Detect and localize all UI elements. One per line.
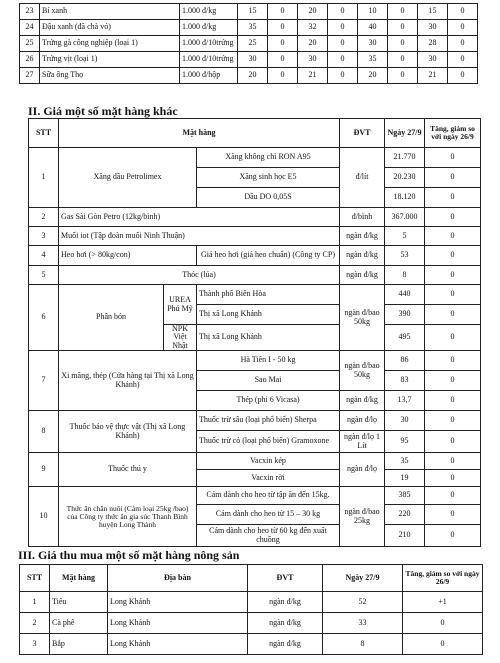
stt-cell: 24: [20, 20, 40, 36]
value-cell: 20: [298, 4, 328, 20]
unit-cell: ngàn đ/kg: [248, 634, 323, 655]
stt-cell: 25: [20, 36, 40, 52]
stt-cell: 8: [29, 411, 59, 453]
change-cell: 0: [425, 525, 481, 547]
change-cell: 0: [425, 285, 481, 305]
col-date: Ngày 27/9: [323, 565, 403, 592]
section-3-heading: III. Giá thu mua một số mặt hàng nông sản: [18, 548, 240, 562]
change-cell: 0: [425, 148, 481, 168]
change-cell: 0: [425, 453, 481, 470]
item-cell: Xăng sinh học E5: [197, 168, 340, 188]
unit-cell: ngàn đ/lọ: [340, 411, 385, 431]
item-cell: Thành phố Biên Hòa: [197, 285, 340, 305]
value-cell: 21: [298, 68, 328, 84]
item-cell: Đậu xanh (đã chà vỏ): [40, 20, 180, 36]
unit-cell: ngàn đ/bao 50kg: [340, 285, 385, 351]
value-cell: 15: [418, 4, 448, 20]
value-cell: 30: [418, 52, 448, 68]
change-cell: 0: [403, 634, 483, 655]
item-cell: Gas Sài Gòn Petro (12kg/bình): [59, 208, 340, 227]
unit-cell: ngàn đ/bao 50kg: [340, 351, 385, 391]
value-cell: 20: [238, 68, 268, 84]
value-cell: 0: [328, 4, 358, 20]
unit-cell: ngàn đ/lọ: [340, 453, 385, 487]
stt-cell: 26: [20, 52, 40, 68]
value-cell: 35: [358, 52, 388, 68]
item-cell: Cám dành cho heo từ 15 – 30 kg: [197, 505, 340, 525]
price-cell: 30: [385, 411, 425, 431]
item-cell: Cà phê: [50, 613, 108, 634]
price-cell: 20.230: [385, 168, 425, 188]
unit-cell: 1.000 đ/10trứng: [180, 52, 238, 68]
price-cell: 440: [385, 285, 425, 305]
stt-cell: 2: [20, 613, 50, 634]
table-row: [20, 592, 483, 613]
stt-cell: 7: [29, 351, 59, 411]
value-cell: 10: [358, 4, 388, 20]
value-cell: 30: [298, 52, 328, 68]
price-cell: 385: [385, 487, 425, 505]
stt-cell: 1: [20, 592, 50, 613]
change-cell: 0: [425, 411, 481, 431]
item-cell: Vacxin kép: [197, 453, 340, 470]
change-cell: 0: [425, 505, 481, 525]
price-cell: 495: [385, 325, 425, 351]
item-cell: Sao Mai: [197, 371, 340, 391]
item-cell: Sữa ông Thọ: [40, 68, 180, 84]
item-group-cell: Xăng dầu Petrolimex: [59, 148, 197, 208]
price-cell: 86: [385, 351, 425, 371]
item-group-cell: Phân bón: [59, 285, 164, 351]
col-stt: STT: [29, 119, 59, 148]
stt-cell: 9: [29, 453, 59, 487]
price-cell: 8: [385, 266, 425, 285]
item-cell: Thị xã Long Khánh: [197, 305, 340, 325]
item-cell: Trứng gà công nghiệp (loại 1): [40, 36, 180, 52]
value-cell: 20: [298, 36, 328, 52]
price-cell: 220: [385, 505, 425, 525]
change-cell: 0: [425, 305, 481, 325]
value-cell: 0: [268, 52, 298, 68]
item-cell: Bí xanh: [40, 4, 180, 20]
price-cell: 13,7: [385, 391, 425, 411]
unit-cell: 1.000 đ/kg: [180, 20, 238, 36]
value-cell: 0: [448, 68, 478, 84]
price-cell: 33: [323, 613, 403, 634]
value-cell: 0: [388, 52, 418, 68]
item-cell: Cám dành cho heo từ tập ăn đến 15kg.: [197, 487, 340, 505]
stt-cell: 1: [29, 148, 59, 208]
price-cell: 19: [385, 470, 425, 487]
price-cell: 35: [385, 453, 425, 470]
price-cell: 18.120: [385, 188, 425, 208]
section-2-heading: II. Giá một số mặt hàng khác: [28, 104, 178, 118]
value-cell: 0: [448, 20, 478, 36]
value-cell: 40: [358, 20, 388, 36]
table-row: [29, 227, 481, 246]
value-cell: 0: [268, 36, 298, 52]
change-cell: 0: [425, 208, 481, 227]
change-cell: 0: [425, 246, 481, 266]
price-cell: 83: [385, 371, 425, 391]
value-cell: 0: [388, 68, 418, 84]
col-date: Ngày 27/9: [385, 119, 425, 148]
item-cell: Tiêu: [50, 592, 108, 613]
item-cell: Hà Tiên I - 50 kg: [197, 351, 340, 371]
stt-cell: 10: [29, 487, 59, 547]
value-cell: 0: [448, 36, 478, 52]
change-cell: 0: [425, 487, 481, 505]
price-cell: 390: [385, 305, 425, 325]
area-cell: Long Khánh: [108, 613, 248, 634]
price-cell: 8: [323, 634, 403, 655]
value-cell: 0: [268, 20, 298, 36]
unit-cell: ngàn đ/kg: [340, 266, 385, 285]
change-cell: 0: [425, 188, 481, 208]
unit-cell: đ/lít: [340, 148, 385, 208]
value-cell: 0: [388, 36, 418, 52]
value-cell: 0: [328, 20, 358, 36]
price-cell: 21.770: [385, 148, 425, 168]
value-cell: 0: [328, 52, 358, 68]
table-row: [20, 613, 483, 634]
commodity-price-table-continued: [19, 3, 478, 84]
table-row: [29, 285, 481, 305]
value-cell: 0: [328, 36, 358, 52]
item-cell: Thuốc trừ sâu (loại phổ biến) Sherpa: [197, 411, 340, 431]
item-group-cell: Xi măng, thép (Cửa hàng tại Thị xã Long Khánh): [59, 351, 197, 411]
item-cell: Muối iot (Tập đoàn muối Ninh Thuận): [59, 227, 340, 246]
col-change: Tăng, giảm so với ngày 26/9: [425, 119, 481, 148]
value-cell: 0: [448, 4, 478, 20]
table-header-row: [20, 565, 483, 592]
value-cell: 0: [328, 68, 358, 84]
item-cell: Thuốc trừ cỏ (loại phổ biến) Gramoxone: [197, 431, 340, 453]
change-cell: 0: [425, 391, 481, 411]
value-cell: 35: [238, 20, 268, 36]
col-area: Địa bàn: [108, 565, 248, 592]
unit-cell: ngàn đ/kg: [248, 613, 323, 634]
value-cell: 30: [238, 52, 268, 68]
change-cell: 0: [425, 266, 481, 285]
value-cell: 15: [238, 4, 268, 20]
value-cell: 20: [358, 68, 388, 84]
value-cell: 0: [448, 52, 478, 68]
area-cell: Long Khánh: [108, 592, 248, 613]
price-cell: 210: [385, 525, 425, 547]
item-cell: Giá heo hơi (giá heo chuẩn) (Công ty CP): [197, 246, 340, 266]
item-group-cell: Thức ăn chăn nuôi (Cám loại 25kg /bao) của Công ty thức ăn gia súc Thanh Bình huyện Long Thành: [59, 487, 197, 547]
value-cell: 21: [418, 68, 448, 84]
unit-cell: ngàn đ/lọ 1 Lít: [340, 431, 385, 453]
col-item: Mặt hàng: [59, 119, 340, 148]
unit-cell: 1.000 đ/hộp: [180, 68, 238, 84]
item-cell: Xăng không chì RON A95: [197, 148, 340, 168]
item-cell: Bắp: [50, 634, 108, 655]
col-change: Tăng, giảm so với ngày 26/9: [403, 565, 483, 592]
unit-cell: ngàn đ/kg: [340, 391, 385, 411]
unit-cell: ngàn đ/kg: [248, 592, 323, 613]
value-cell: 0: [388, 4, 418, 20]
col-unit: ĐVT: [340, 119, 385, 148]
value-cell: 28: [418, 36, 448, 52]
change-cell: 0: [425, 351, 481, 371]
sub-group-cell: NPK Việt Nhật: [164, 325, 197, 351]
table-row: [20, 68, 478, 84]
table-row: [20, 52, 478, 68]
table-row: [29, 351, 481, 371]
change-cell: +1: [403, 592, 483, 613]
stt-cell: 27: [20, 68, 40, 84]
change-cell: 0: [403, 613, 483, 634]
change-cell: 0: [425, 371, 481, 391]
value-cell: 25: [238, 36, 268, 52]
item-cell: Thép (phi 6 Vicasa): [197, 391, 340, 411]
change-cell: 0: [425, 431, 481, 453]
table-row: [20, 4, 478, 20]
value-cell: 30: [418, 20, 448, 36]
item-group-cell: Thuốc thú y: [59, 453, 197, 487]
change-cell: 0: [425, 227, 481, 246]
stt-cell: 5: [29, 266, 59, 285]
sub-group-cell: UREA Phú Mỹ: [164, 285, 197, 325]
stt-cell: 3: [20, 634, 50, 655]
price-cell: 53: [385, 246, 425, 266]
table-header-row: [29, 119, 481, 148]
col-stt: STT: [20, 565, 50, 592]
stt-cell: 23: [20, 4, 40, 20]
change-cell: 0: [425, 470, 481, 487]
table-row: [20, 36, 478, 52]
item-cell: Dầu DO 0,05S: [197, 188, 340, 208]
stt-cell: 3: [29, 227, 59, 246]
item-cell: Cám dành cho heo từ 60 kg đến xuất chuồng: [197, 525, 340, 547]
table-row: [20, 634, 483, 655]
unit-cell: đ/bình: [340, 208, 385, 227]
table-row: [29, 148, 481, 168]
value-cell: 32: [298, 20, 328, 36]
table-row: [20, 20, 478, 36]
price-cell: 52: [323, 592, 403, 613]
value-cell: 0: [268, 4, 298, 20]
table-row: [29, 411, 481, 431]
item-group-cell: Heo hơi (> 80kg/con): [59, 246, 197, 266]
item-cell: Vacxin rời: [197, 470, 340, 487]
item-group-cell: Thuốc bảo vệ thực vật (Thị xã Long Khánh): [59, 411, 197, 453]
col-unit: ĐVT: [248, 565, 323, 592]
table-row: [29, 453, 481, 470]
area-cell: Long Khánh: [108, 634, 248, 655]
item-cell: Trứng vịt (loại 1): [40, 52, 180, 68]
stt-cell: 4: [29, 246, 59, 266]
unit-cell: ngàn đ/kg: [340, 227, 385, 246]
price-cell: 5: [385, 227, 425, 246]
value-cell: 30: [358, 36, 388, 52]
col-item: Mặt hàng: [50, 565, 108, 592]
value-cell: 0: [388, 20, 418, 36]
other-goods-price-table: [28, 118, 481, 547]
stt-cell: 2: [29, 208, 59, 227]
table-row: [29, 487, 481, 505]
stt-cell: 6: [29, 285, 59, 351]
table-row: [29, 266, 481, 285]
value-cell: 0: [268, 68, 298, 84]
unit-cell: 1.000 đ/kg: [180, 4, 238, 20]
change-cell: 0: [425, 168, 481, 188]
price-cell: 367.000: [385, 208, 425, 227]
unit-cell: ngàn đ/bao 25kg: [340, 487, 385, 547]
unit-cell: ngàn đ/kg: [340, 246, 385, 266]
farm-produce-price-table: [19, 564, 483, 655]
item-cell: Thóc (lúa): [59, 266, 340, 285]
price-cell: 95: [385, 431, 425, 453]
item-cell: Thị xã Long Khánh: [197, 325, 340, 351]
table-row: [29, 246, 481, 266]
change-cell: 0: [425, 325, 481, 351]
table-row: [29, 208, 481, 227]
unit-cell: 1.000 đ/10trứng: [180, 36, 238, 52]
